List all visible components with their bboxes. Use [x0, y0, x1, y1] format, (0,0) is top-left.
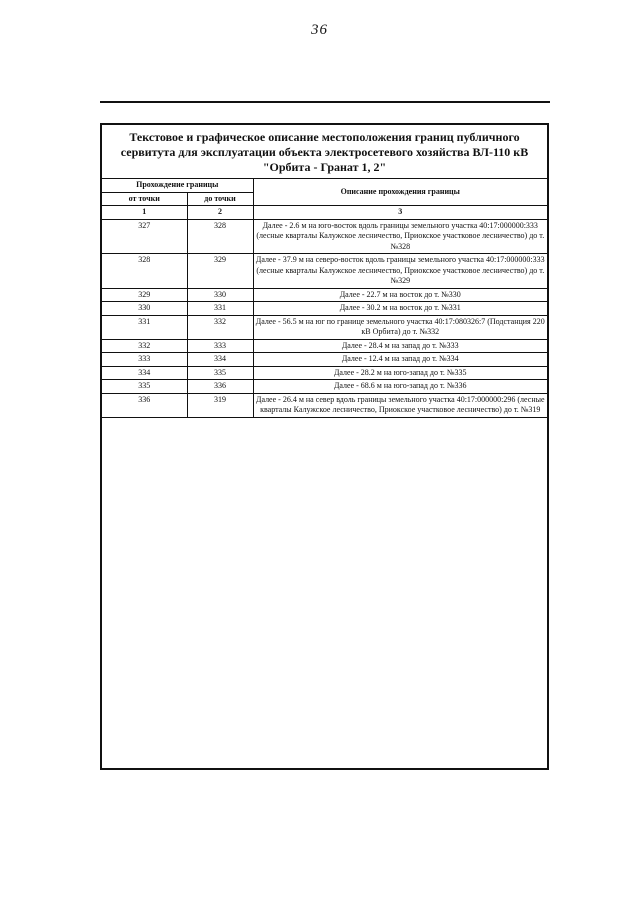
- from-point-cell: 334: [102, 366, 187, 380]
- table-row: [102, 380, 547, 394]
- from-point-cell: 332: [102, 339, 187, 353]
- header-to-point: до точки: [187, 192, 253, 206]
- title-line: Текстовое и графическое описание местоположения границ публичного: [129, 130, 520, 144]
- to-point-cell: 328: [187, 219, 253, 254]
- description-cell: Далее - 30.2 м на восток до т. №331: [253, 302, 547, 316]
- to-point-cell: 330: [187, 288, 253, 302]
- table-row: [102, 393, 547, 417]
- description-cell: Далее - 22.7 м на восток до т. №330: [253, 288, 547, 302]
- column-number: 1: [102, 206, 187, 220]
- to-point-cell: 333: [187, 339, 253, 353]
- to-point-cell: 332: [187, 315, 253, 339]
- to-point-cell: 329: [187, 254, 253, 289]
- table-column-numbers-row: [102, 206, 547, 220]
- from-point-cell: 328: [102, 254, 187, 289]
- table-row: [102, 315, 547, 339]
- from-point-cell: 327: [102, 219, 187, 254]
- document-title: [102, 125, 547, 178]
- from-point-cell: 329: [102, 288, 187, 302]
- table-header-row: [102, 179, 547, 193]
- description-cell: Далее - 12.4 м на запад до т. №334: [253, 353, 547, 367]
- column-number: 3: [253, 206, 547, 220]
- from-point-cell: 335: [102, 380, 187, 394]
- to-point-cell: 319: [187, 393, 253, 417]
- table-row: [102, 339, 547, 353]
- header-from-point: от точки: [102, 192, 187, 206]
- boundary-table: [102, 178, 547, 418]
- table-row: [102, 254, 547, 289]
- header-rule: [100, 101, 550, 103]
- description-cell: Далее - 56.5 м на юг по границе земельного участка 40:17:080326:7 (Подстанция 220 кВ Орбита) до т. №332: [253, 315, 547, 339]
- page-number: 36: [311, 22, 328, 38]
- table-row: [102, 288, 547, 302]
- to-point-cell: 335: [187, 366, 253, 380]
- header-boundary-passage: Прохождение границы: [102, 179, 253, 193]
- table-row: [102, 302, 547, 316]
- to-point-cell: 334: [187, 353, 253, 367]
- document-frame: [100, 123, 549, 770]
- to-point-cell: 336: [187, 380, 253, 394]
- table-row: [102, 366, 547, 380]
- from-point-cell: 333: [102, 353, 187, 367]
- from-point-cell: 330: [102, 302, 187, 316]
- from-point-cell: 331: [102, 315, 187, 339]
- title-line: сервитута для эксплуатации объекта электросетевого хозяйства ВЛ-110 кВ: [120, 145, 529, 159]
- description-cell: Далее - 2.6 м на юго-восток вдоль границы земельного участка 40:17:000000:333 (лесные кварталы Калужское лесничество, Приокское участковое лесничество) до т. №328: [253, 219, 547, 254]
- header-description: Описание прохождения границы: [253, 179, 547, 206]
- description-cell: Далее - 37.9 м на северо-восток вдоль границы земельного участка 40:17:000000:333 (лесные кварталы Калужское лесничество, Приокское участковое лесничество) до т. №329: [253, 254, 547, 289]
- column-number: 2: [187, 206, 253, 220]
- table-row: [102, 219, 547, 254]
- description-cell: Далее - 28.2 м на юго-запад до т. №335: [253, 366, 547, 380]
- title-line: "Орбита - Гранат 1, 2": [262, 160, 387, 174]
- to-point-cell: 331: [187, 302, 253, 316]
- from-point-cell: 336: [102, 393, 187, 417]
- description-cell: Далее - 28.4 м на запад до т. №333: [253, 339, 547, 353]
- description-cell: Далее - 68.6 м на юго-запад до т. №336: [253, 380, 547, 394]
- table-row: [102, 353, 547, 367]
- description-cell: Далее - 26.4 м на север вдоль границы земельного участка 40:17:000000:296 (лесные кварталы Калужское лесничество, Приокское участковое лесничество) до т. №319: [253, 393, 547, 417]
